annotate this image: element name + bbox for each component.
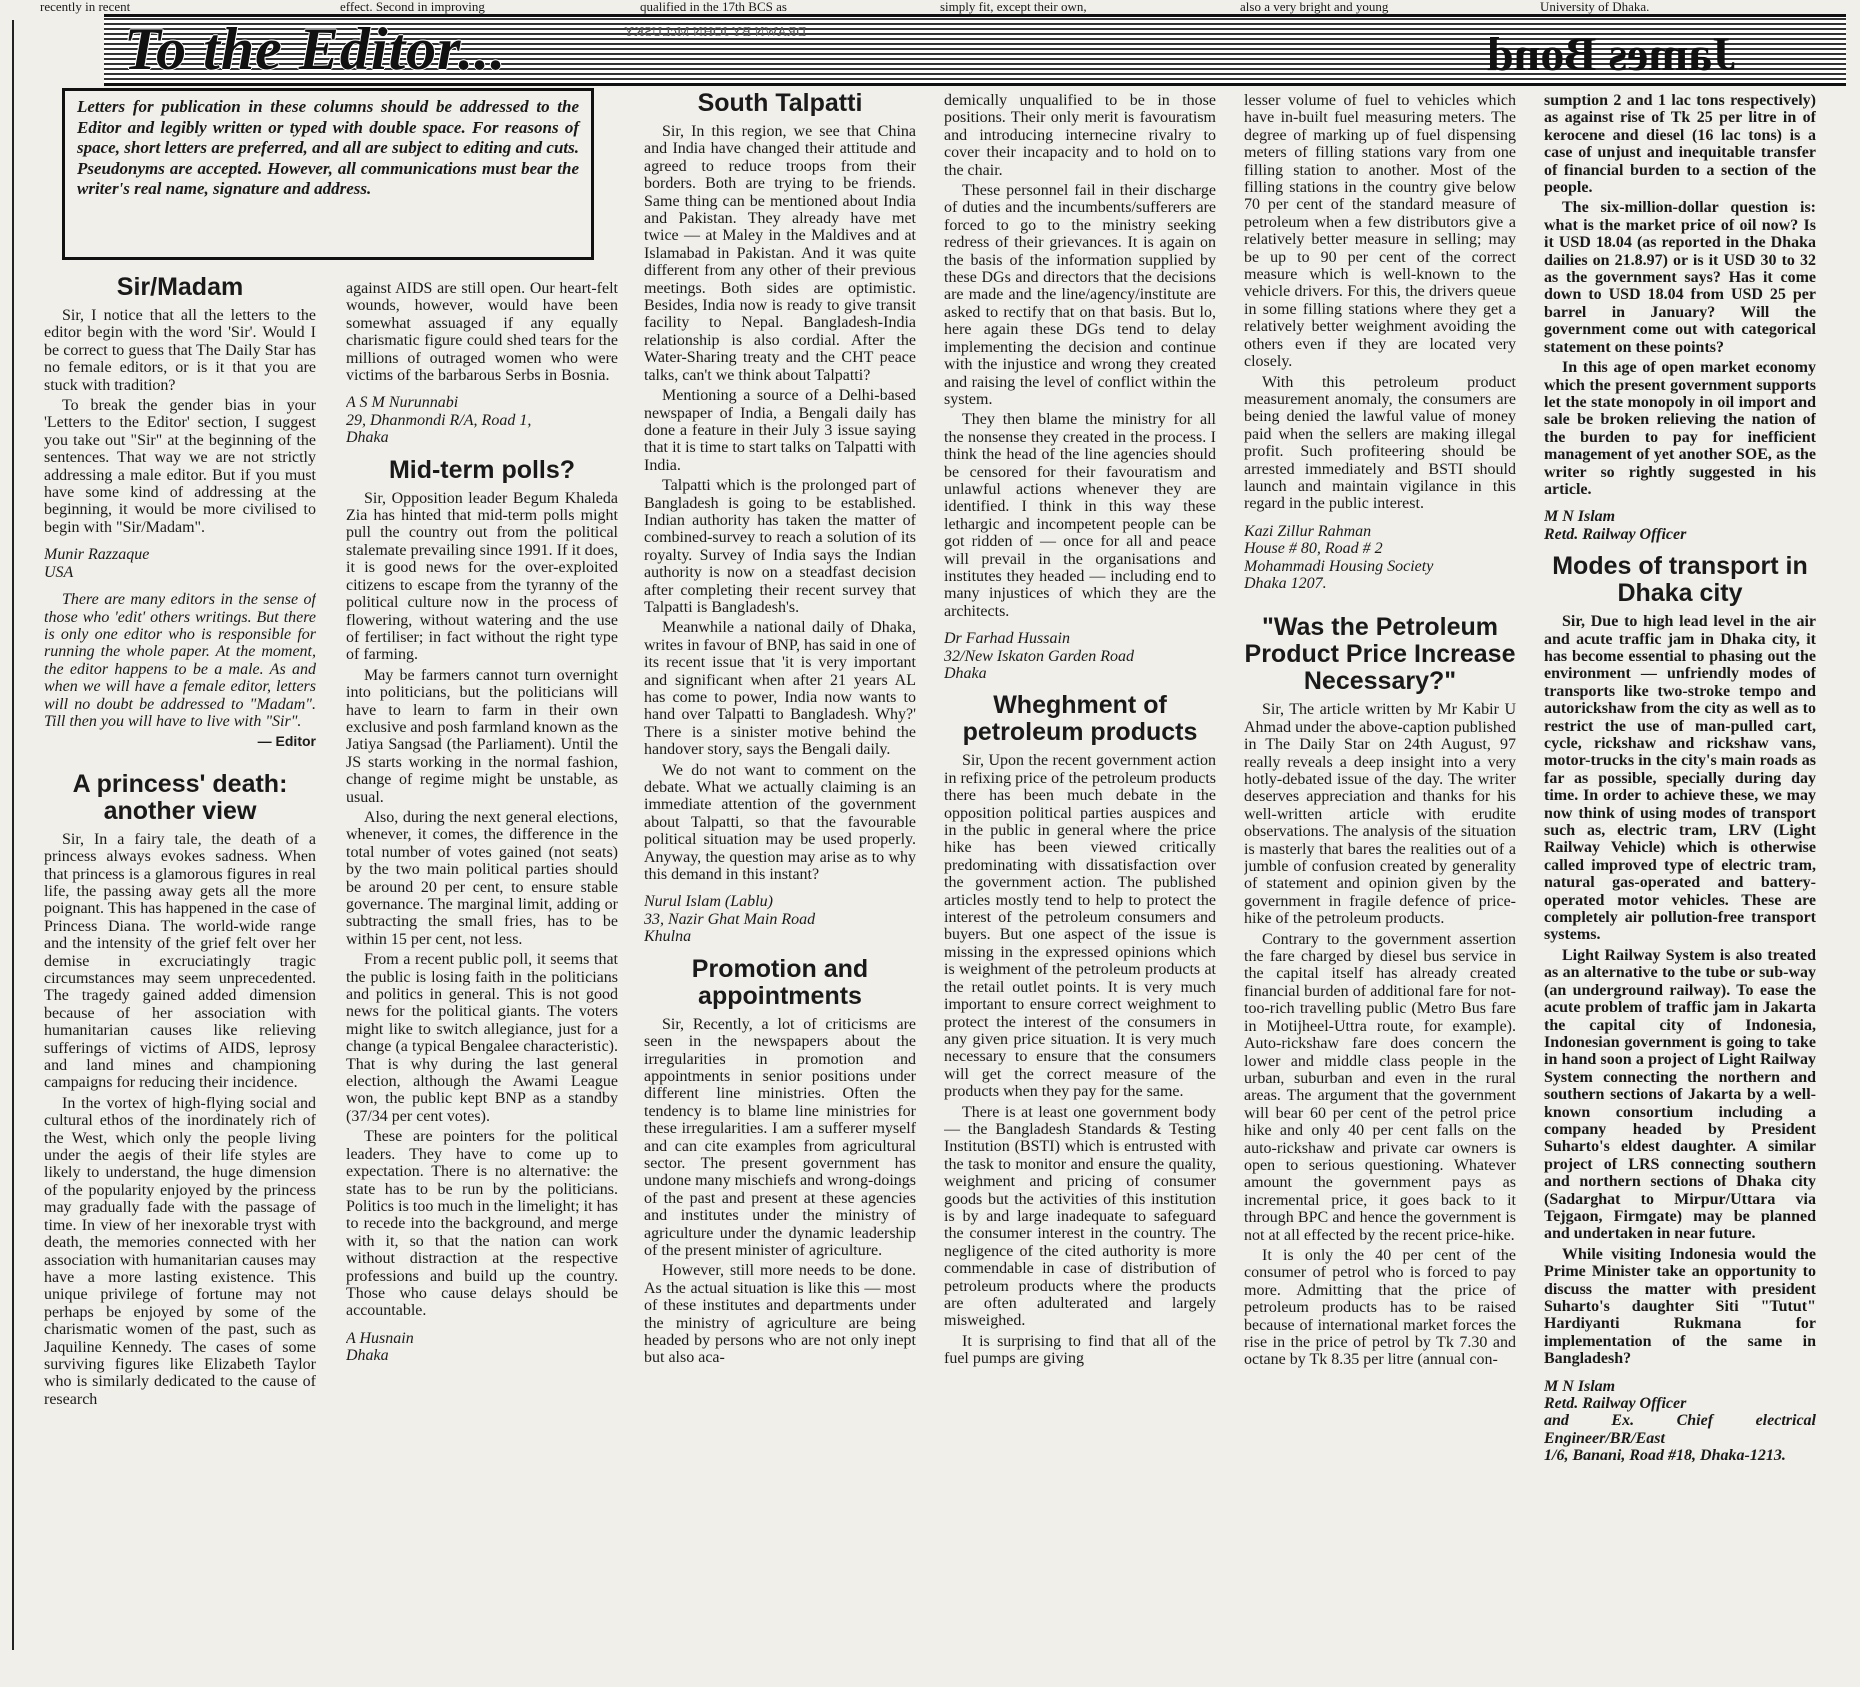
letter-signature — [346, 1330, 618, 1365]
signature-name: M N Islam — [1544, 508, 1616, 526]
letter-heading: Mid-term polls? — [388, 455, 576, 484]
left-margin-rule — [0, 20, 14, 1650]
editor-sign: — Editor — [257, 733, 316, 750]
letter-heading: Modes of transport in Dhaka city — [1552, 552, 1808, 608]
letter-paragraph: sumption 2 and 1 lac tons respectively) as against rise of Tk 25 per litre in of kerocene and diesel (16 lac tons) is a case of unjust and inequitable transfer of financial burden to a section of the people. — [1544, 92, 1816, 197]
signature-address: USA — [44, 563, 74, 581]
signature-city: Dhaka 1207. — [1244, 574, 1327, 592]
signature-address: 32/New Iskaton Garden Road — [944, 647, 1135, 665]
letter-paragraph: From a recent public poll, it seems that the public is losing faith in the politicians and politics in general. This is not good news for the political giants. The voters might like to switch allegiance, just for a change (a typical Bengalee characteristic). That is why during the last general election, although the Awami League won, the public kept BNP as a standby (37/34 per cent votes). — [346, 951, 618, 1125]
signature-city: Khulna — [644, 928, 692, 946]
column-5 — [1244, 92, 1516, 1684]
letter-paragraph: Light Railway System is also treated as an alternative to the tube or sub-way (an underground railway). To ease the acute problem of traffic jam in Jakarta the capital city of Indonesia, Indonesian government is going to take in hand soon a project of Light Railway System connecting the northern and southern sections of Jakarta by a well-known consortium including a company headed by President Suharto's eldest daughter. A similar project of LRS connecting southern and northern sections of Dhaka city (Sadarghat to Mirpur/Uttara via Tejgaon, Firmgate) may be planned and undertaken in near future. — [1544, 946, 1816, 1243]
signature-address: 29, Dhanmondi R/A, Road 1, — [346, 411, 532, 429]
letter-paragraph: They then blame the ministry for all the nonsense they created in the process. I think the head of the line agencies should be censored for their favouratism and unlawful actions whenever they are identified. I think in this way these lethargic and incompetent people can be got ridden of — once for all and peace will prevail in the organisations and institutes they headed — including end to many injustices of which they are the architects. — [944, 411, 1216, 620]
letter-paragraph: These are pointers for the political leaders. They have to come up to expectation. There is no alternative: the state has to be run by the politicians. Politics is too much in the limelight; it has to recede into the background, and merge with it, so that the nation can work without distraction at the respective professions and build up the country. Those who cause delays should be accountable. — [346, 1128, 618, 1320]
mirrored-credit: DRAWN BY JOHN McLUSKY — [624, 25, 807, 40]
letter-paragraph: Meanwhile a national daily of Dhaka, writes in favour of BNP, has said in one of its recent issue that 'it is very important and significant when after 21 years AL has come to power, India now wants to hand over Talpatti to Bangladesh. Why?' There is a sinister motive behind the handover story, says the Bengali daily. — [644, 619, 916, 759]
letter-signature — [1244, 523, 1516, 593]
letter-paragraph: Talpatti which is the prolonged part of Bangladesh is going to be established. Indian authority has taken the matter of combined-survey to reach a solution of its royalty. Survey of India says the Indian authority is now on a steadfast decision after completing their recent survey that Talpatti is Bangladesh's. — [644, 477, 916, 616]
letter-heading: South Talpatti — [697, 90, 863, 117]
letter-paragraph: In this age of open market economy which the present government supports let the state monopoly in oil import and sale be broken relieving the nation of the burden to pay for inefficient management of yet another SOE, as the writer so rightly suggested in his article. — [1544, 359, 1816, 498]
signature-line: and Ex. Chief electrical Engineer/BR/East — [1544, 1412, 1816, 1447]
signature-city: Dhaka — [346, 1347, 389, 1365]
letter-paragraph: lesser volume of fuel to vehicles which have in-built fuel measuring meters. The degree of marking up of fuel dispensing meters of filling stations vary from one filling station to another. Most of the filling stations in the country give below 70 per cent of the standard measure of petroleum when a few distributors give a relatively better measure in selling; may be up to 90 per cent of the correct measure which is well-known to the vehicle drivers. For this, the drivers queue in some filling stations where they get a relatively better weighment avoiding the others even if they are located very closely. — [1244, 92, 1516, 371]
signature-address: 33, Nazir Ghat Main Road — [644, 910, 816, 928]
letter-signature — [44, 546, 316, 581]
signature-city: Dhaka — [944, 665, 987, 682]
signature-address: House # 80, Road # 2 — [1244, 540, 1383, 558]
letter-paragraph: Sir, In a fairy tale, the death of a princess always evokes sadness. When that princess is a glamorous figures in real life, the passing away gets all the more poignant. This has happened in the case of Princess Diana. The world-wide range and the intensity of the grief felt over her demise in excruciatingly tragic circumstances may seem unprecedented. The tragedy gained added dimension because of her association with humanitarian causes like relieving sufferings of victims of AIDS, leprosy and land mines and championing campaigns for reducing their incidence. — [44, 830, 316, 1092]
top-strip — [40, 0, 1860, 14]
letter-paragraph: Sir, Due to high lead level in the air and acute traffic jam in Dhaka city, it has become essential to phasing out the environment — unfriendly modes of transports like two-stroke tempo and autorickshaw from the city as well as to restrict the use of man-pulled cart, cycle, rickshaw and rickshaw vans, motor-trucks in the city's main roads as far as possible, specially during day time. In order to achieve these, we may now think of using modes of transport such as, electric tram, LRV (Light Railway Vehicle) which is otherwise called improved type of electric tram, natural gas-operated and battery-operated motor vehicles. These are completely air pollution-free transport systems. — [1544, 613, 1816, 944]
letter-heading: "Was the Petroleum Product Price Increase Necessary?" — [1244, 613, 1516, 696]
signature-name: Nurul Islam (Lablu) — [644, 893, 773, 911]
letter-paragraph: It is surprising to find that all of the fuel pumps are giving — [944, 1332, 1216, 1368]
column-3 — [644, 90, 916, 1684]
letter-paragraph: Sir, Upon the recent government action in refixing price of the petroleum products there has been much debate in the opposition political parties auspices and in the public in general where the price hike has been viewed critically predominating with dissatisfaction over the government action. The published articles mostly tend to help to protect the interest of the petroleum consumers and buyers. But one aspect of the issue is missing in the expressed opinions which is weighment of the petroleum products at the retail outlet points. It is very much important to ensure correct weighment to protect the interest of the consumers in any given price situation. It is very much necessary to ensure that the consumers will get the correct measure of the products when they pay for the same. — [944, 752, 1216, 1101]
submission-notice: Letters for publication in these columns should be addressed to the Editor and legibly written or typed with double space. For reasons of space, short letters are preferred, and all are subject to editing and cuts. Pseudonyms are accepted. However, all communications must bear the writer's real name, signature and address. — [62, 88, 594, 260]
letter-paragraph: against AIDS are still open. Our heart-felt wounds, however, would have been somewhat assuaged if any equally charismatic figure could shed tears for the millions of outraged women who were victims of the barbarous Serbs in Bosnia. — [346, 280, 618, 385]
letter-paragraph: Sir, I notice that all the letters to the editor begin with the word 'Sir'. Would I be correct to guess that The Daily Star has no female editors, or is it that you are stuck with tradition? — [44, 307, 316, 394]
letter-heading: Promotion and appointments — [691, 954, 869, 1010]
letter-heading: A princess' death: another view — [72, 769, 288, 825]
top-strip-text: simply fit, except their own, — [940, 0, 1087, 14]
letter-paragraph: Sir, Opposition leader Begum Khaleda Zia has hinted that mid-term polls might pull the country out from the political stalemate prevailing since 1991. If it does, it is good news for the over-exploited citizens to escape from the tyranny of the political culture now in the process of flowering, without watering and the use of fertiliser; in fact without the right type of farming. — [346, 489, 618, 664]
letter-heading: Sir/Madam — [116, 274, 244, 301]
signature-address: Mohammadi Housing Society — [1244, 557, 1434, 575]
top-strip-text: recently in recent — [40, 0, 131, 14]
signature-name: A Husnain — [346, 1329, 414, 1347]
letter-paragraph: Mentioning a source of a Delhi-based newspaper of India, a Bengali daily has done a feature in their July 3 issue saying that it is time to start talks on Talpatti with India. — [644, 387, 916, 474]
letter-signature — [1544, 1378, 1816, 1465]
letter-paragraph: demically unqualified to be in those positions. Their only merit is favouratism and introducing internecine rivalry to cover their incapacity and to hold on to the chair. — [944, 92, 1216, 179]
letter-paragraph: These personnel fail in their discharge of duties and the incumbents/sufferers are forced to go to the ministry seeking redress of their grievances. It is again on the basis of the information supplied by these DGs and directors that the decisions are made and the line/agency/institute are asked to rectify that on that basis. But lo, here again these DGs tend to delay implementing the decision and continue with the injustice and wrong they created and raising the level of conflict within the system. — [944, 182, 1216, 408]
mirrored-comic-title: James Bond — [1486, 28, 1736, 81]
top-strip-text: qualified in the 17th BCS as — [640, 0, 787, 14]
letter-paragraph: Sir, Recently, a lot of criticisms are seen in the newspapers about the irregularities in promotion and appointments in senior positions under different line ministries. Often the tendency is to blame line ministries for these irregularities. I am a sufferer myself and can cite examples from agricultural sector. The present government has undone many mischiefs and wrong-doings of the past and present at these agencies and institutes under the ministry of agriculture under the dynamic leadership of the present minister of agriculture. — [644, 1015, 916, 1259]
letter-paragraph: Sir, The article written by Mr Kabir U Ahmad under the above-caption published in The Daily Star on 24th August, 97 really reveals a deep insight into a very hotly-debated issue of the day. The writer deserves appreciation and thanks for his well-written article with erudite observations. The analysis of the situation is masterly that bares the realities out of a jumble of confusion created by generality of statement and opinion given by the government in fragile defence of price-hike of the petroleum products. — [1244, 701, 1516, 928]
letter-paragraph: The six-million-dollar question is: what is the market price of oil now? Is it USD 18.04 (as reported in the Dhaka dailies on 21.8.97) or is it USD 30 to 32 as the government says? Has it come down to USD 18.04 from USD 25 per barrel in January? Will the government come out with categorical statement on these points? — [1544, 199, 1816, 356]
column-6 — [1544, 92, 1816, 1684]
letter-paragraph: However, still more needs to be done. As the actual situation is like this — most of these institutes and departments under the ministry of agriculture are being headed by persons who are not only inept but also aca- — [644, 1262, 916, 1367]
signature-line: Retd. Railway Officer — [1544, 1395, 1687, 1413]
signature-name: Dr Farhad Hussain — [944, 630, 1070, 648]
letter-signature — [346, 394, 618, 446]
signature-name: A S M Nurunnabi — [346, 394, 459, 412]
signature-address: Retd. Railway Officer — [1544, 525, 1687, 543]
letter-paragraph: With this petroleum product measurement anomaly, the consumers are being denied the lawful value of money paid when the sellers are making illegal profit. Such profiteering should be arrested immediately and BSTI should launch and maintain vigilance in this regard in the public interest. — [1244, 373, 1516, 513]
letter-paragraph: Sir, In this region, we see that China and India have changed their attitude and agreed to reduce troops from their borders. Both are trying to be friends. Same thing can be mentioned about India and Pakistan. They already have met twice — at Maley in the Maldives and at Islamabad in Pakistan. And it was quite different from any other of their previous meetings. Both sides are optimistic. Besides, India now is ready to give transit facility to Nepal. Bangladesh-India relationship is also cordial. After the Water-Sharing treaty and the CHT peace talks, can't we think about Talpatti? — [644, 123, 916, 384]
letter-paragraph: There is at least one government body — the Bangladesh Standards & Testing Institution (BSTI) which is entrusted with the task to monitor and ensure the quality, weighment and pricing of consumer goods but the activities of this institution is by and large inadequate to safeguard the consumer interest in the country. The negligence of the cited authority is more commendable in case of distribution of petroleum products where the products are often adulterated and largely misweighed. — [944, 1103, 1216, 1330]
letter-heading: Wheghment of petroleum products — [962, 691, 1198, 747]
letter-paragraph: It is only the 40 per cent of the consumer of petrol who is forced to pay more. Admitting that the price of petroleum products has to be raised because of international market forces the rise in the price of petrol by Tk 7.30 and octane by Tk 8.35 per litre (annual con- — [1244, 1246, 1516, 1369]
letter-signature — [644, 893, 916, 945]
signature-name: Munir Razzaque — [44, 546, 150, 564]
letter-paragraph: While visiting Indonesia would the Prime Minister take an opportunity to discuss the matter with president Suharto's daughter Siti "Tutut" Hardiyanti Rukmana for implementation of the same in Bangladesh? — [1544, 1245, 1816, 1368]
signature-line: 1/6, Banani, Road #18, Dhaka-1213. — [1544, 1447, 1786, 1465]
letter-paragraph: May be farmers cannot turn overnight into politicians, but the politicians will have to learn to farm in their own exclusive and posh farmland known as the Jatiya Sangsad (the Parliament). Until the JS starts working in the normal fashion, change of regime might be unstable, as usual. — [346, 666, 618, 806]
column-4 — [944, 92, 1216, 1684]
signature-city: Dhaka — [346, 429, 389, 447]
signature-name: Kazi Zillur Rahman — [1244, 522, 1372, 540]
section-title: To the Editor... — [124, 16, 507, 82]
column-2 — [346, 280, 618, 1684]
top-strip-text: University of Dhaka. — [1540, 0, 1650, 14]
top-strip-text: also a very bright and young — [1240, 0, 1389, 14]
letter-paragraph: We do not want to comment on the debate. What we actually claiming is an immediate attention of the government about Talpatti, so that the favourable political situation may be used properly. Anyway, the question may arise as to why this demand in this instant? — [644, 761, 916, 884]
column-1 — [44, 274, 316, 1684]
letter-paragraph: To break the gender bias in your 'Letters to the Editor' section, I suggest you take out "Sir" at the beginning of the sentences. That way we are not strictly addressing a male editor. But if you must have some kind of addressing at the beginning, it would be more civilised to begin with "Sir/Madam". — [44, 397, 316, 536]
editor-note: There are many editors in the sense of those who 'edit' others writings. But there is only one editor who is responsible for running the whole paper. At the moment, the editor happens to be a male. As and when we will have a female editor, letters will no doubt be addressed to "Madam". Till then you will have to live with "Sir". — [44, 591, 316, 730]
signature-line: M N Islam — [1544, 1377, 1616, 1395]
letter-paragraph: Contrary to the government assertion the fare charged by diesel bus service in the capital itself has already created financial burden of additional fare for not-too-rich travelling public (Metro Bus fare in Motijheel-Uttra route, for example). Auto-rickshaw fare does concern the lower and middle class people in the urban, suburban and even in the rural areas. The argument that the government will bear 60 per cent of the petrol price hike and only 40 per cent falls on the auto-rickshaw and private car owners is open to serious questioning. Whatever amount the government pays as incremental price, it goes back to it through BPC and hence the government is not at all effected by the recent price-hike. — [1244, 930, 1516, 1244]
section-banner — [104, 14, 1846, 86]
letter-paragraph: Also, during the next general elections, whenever, it comes, the difference in the total number of votes gained (not seats) by the two main political parties should be around 20 per cent, to ensure stable governance. The marginal limit, adding or subtracting the small fries, has to be within 15 per cent, not less. — [346, 808, 618, 948]
top-strip-text: effect. Second in improving — [340, 0, 485, 14]
letter-signature — [944, 630, 1216, 682]
letter-signature — [1544, 508, 1816, 543]
letter-paragraph: In the vortex of high-flying social and cultural ethos of the inordinately rich of the West, which only the people living under the aegis of their life styles are likely to understand, the huge dimension of the popularity enjoyed by the princess may gradually fade with the passage of time. In view of her inexorable tryst with death, the memories connected with her association with humanitarian causes may have a more lasting existence. This unique privilege of fortune may not perhaps be enjoyed by some of the charismatic women of the past, such as Jaquiline Kennedy. The cases of some surviving figures like Elizabeth Taylor who is similarly dedicated to the cause of research — [44, 1094, 316, 1408]
